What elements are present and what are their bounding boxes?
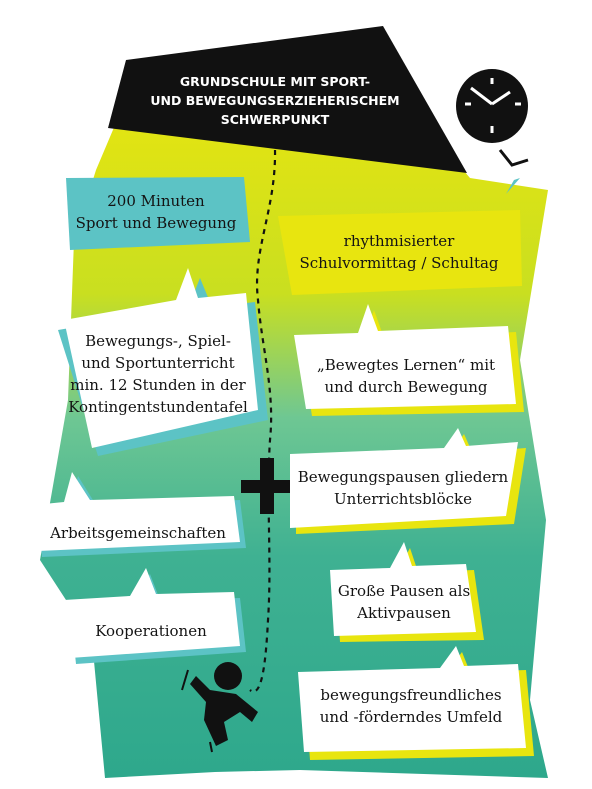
- label-200-minuten: 200 Minuten Sport und Bewegung: [75, 192, 237, 232]
- label-rhythmisierter-schulvormittag: rhythmisierter Schulvormittag / Schultag: [299, 232, 499, 272]
- label-arbeitsgemeinschaften: Arbeitsgemeinschaften: [50, 524, 226, 542]
- label-bewegtes-lernen: „Bewegtes Lernen“ mit und durch Bewegung: [316, 356, 496, 396]
- label-grosse-pausen: Große Pausen als Aktivpausen: [337, 582, 471, 622]
- label-kooperationen: Kooperationen: [95, 622, 207, 640]
- label-bewegungsfreundliches-umfeld: bewegungsfreundliches und -förderndes Umfeld: [319, 686, 503, 726]
- page-title: GRUNDSCHULE MIT SPORT- UND BEWEGUNGSERZIEHERISCHEM SCHWERPUNKT: [150, 74, 400, 127]
- label-bewegungspausen: Bewegungspausen gliedern Unterrichtsblöcke: [297, 468, 509, 508]
- label-bewegungsunterricht: Bewegungs-, Spiel- und Sportunterricht min. 12 Stunden in der Kontingentstundentafel: [68, 332, 248, 416]
